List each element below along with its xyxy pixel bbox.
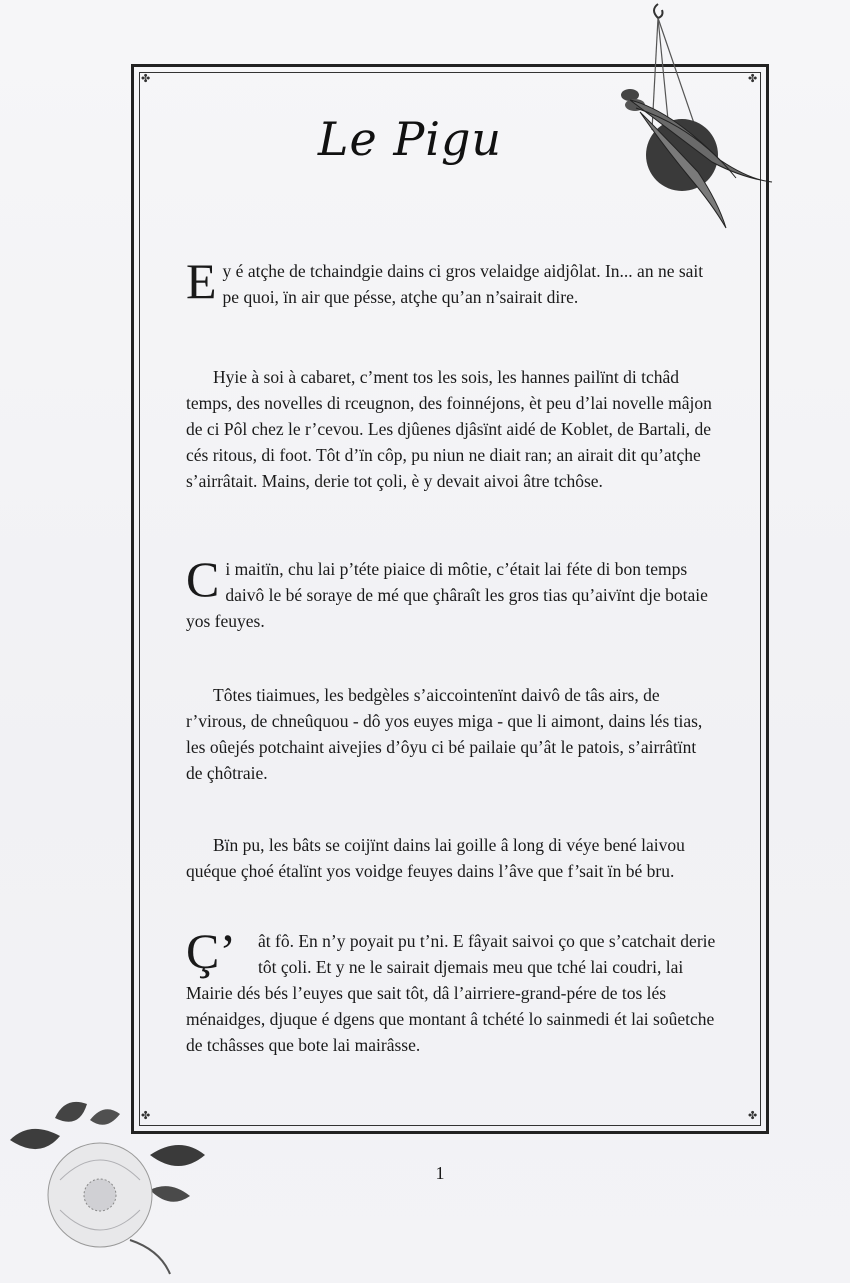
- paragraph-text: i maitïn, chu lai p’téte piaice di môtie, c’était lai féte di bon temps daivô le bé soraye de mé que çhâraît les gros tias qu’aivïnt dje botaie yos feuyes.: [186, 559, 708, 631]
- wild-rose-icon: [0, 1090, 220, 1283]
- paragraph-5: Bïn pu, les bâts se coijïnt dains lai goille â long di véye bené laivou quéque çhoé étalïnt yos voidge feuyes dains l’âve que f’sait ïn bé bru.: [186, 835, 685, 881]
- paragraph-text: ât fô. En n’y poyait pu t’ni. E fâyait saivoi ço que s’catchait derie tôt çoli. Et y ne le sairait djemais meu que tché lai coudri, lai Mairie dés bés l’euyes que sait tôt, dâ l’airriere-grand-pére de tos lés ménaidges, djuque é dgens que montant â tchété lo sainmedi ét lai soûetche de tchâsses que bote lai mairâsse.: [186, 931, 716, 1055]
- corner-ornament-icon: ✤: [748, 1110, 758, 1122]
- herb-bundle-icon: [600, 0, 790, 240]
- paragraph-4: Tôtes tiaimues, les bedgèles s’aiccointenïnt daivô de tâs airs, de r’virous, de chneûquou - dô yos euyes miga - que li aimont, dains lés tias, les oûejés potchaint aivejies d’ôyu ci bé pailaie qu’ât le patois, s’airrâtïnt de çhôtraie.: [186, 685, 703, 783]
- paragraph-3: [186, 551, 716, 634]
- drop-cap: C: [186, 551, 220, 607]
- page-number: 1: [435, 1163, 445, 1183]
- paragraph-1: [186, 253, 716, 310]
- corner-ornament-icon: ✤: [141, 73, 151, 85]
- paragraph-6: [186, 923, 716, 1058]
- corner-ornament-icon: ✤: [141, 1110, 151, 1122]
- paragraph-2: Hyie à soi à cabaret, c’ment tos les sois, les hannes pailïnt di tchâd temps, des novelles di rceugnon, des foinnéjons, èt peu d’lai novelle mâjon de ci Pôl chez le r’cevou. Les djûenes djâsïnt aidé de Koblet, de Bartali, de cés ritous, di foot. Tôt d’ïn côp, pu niun ne diait ran; an airait dit qu’atçhe s’airrâtait. Mains, derie tot çoli, è y devait aivoi âtre tchôse.: [186, 367, 712, 491]
- page-title: Le Pigu: [317, 112, 503, 166]
- drop-cap: Ç’: [186, 923, 236, 979]
- drop-cap: E: [186, 253, 217, 309]
- paragraph-text: y é atçhe de tchaindgie dains ci gros velaidge aidjôlat. In... an ne sait pe quoi, ïn air que pésse, atçhe qu’an n’sairait dire.: [222, 261, 704, 307]
- corner-ornament-icon: ✤: [748, 73, 758, 85]
